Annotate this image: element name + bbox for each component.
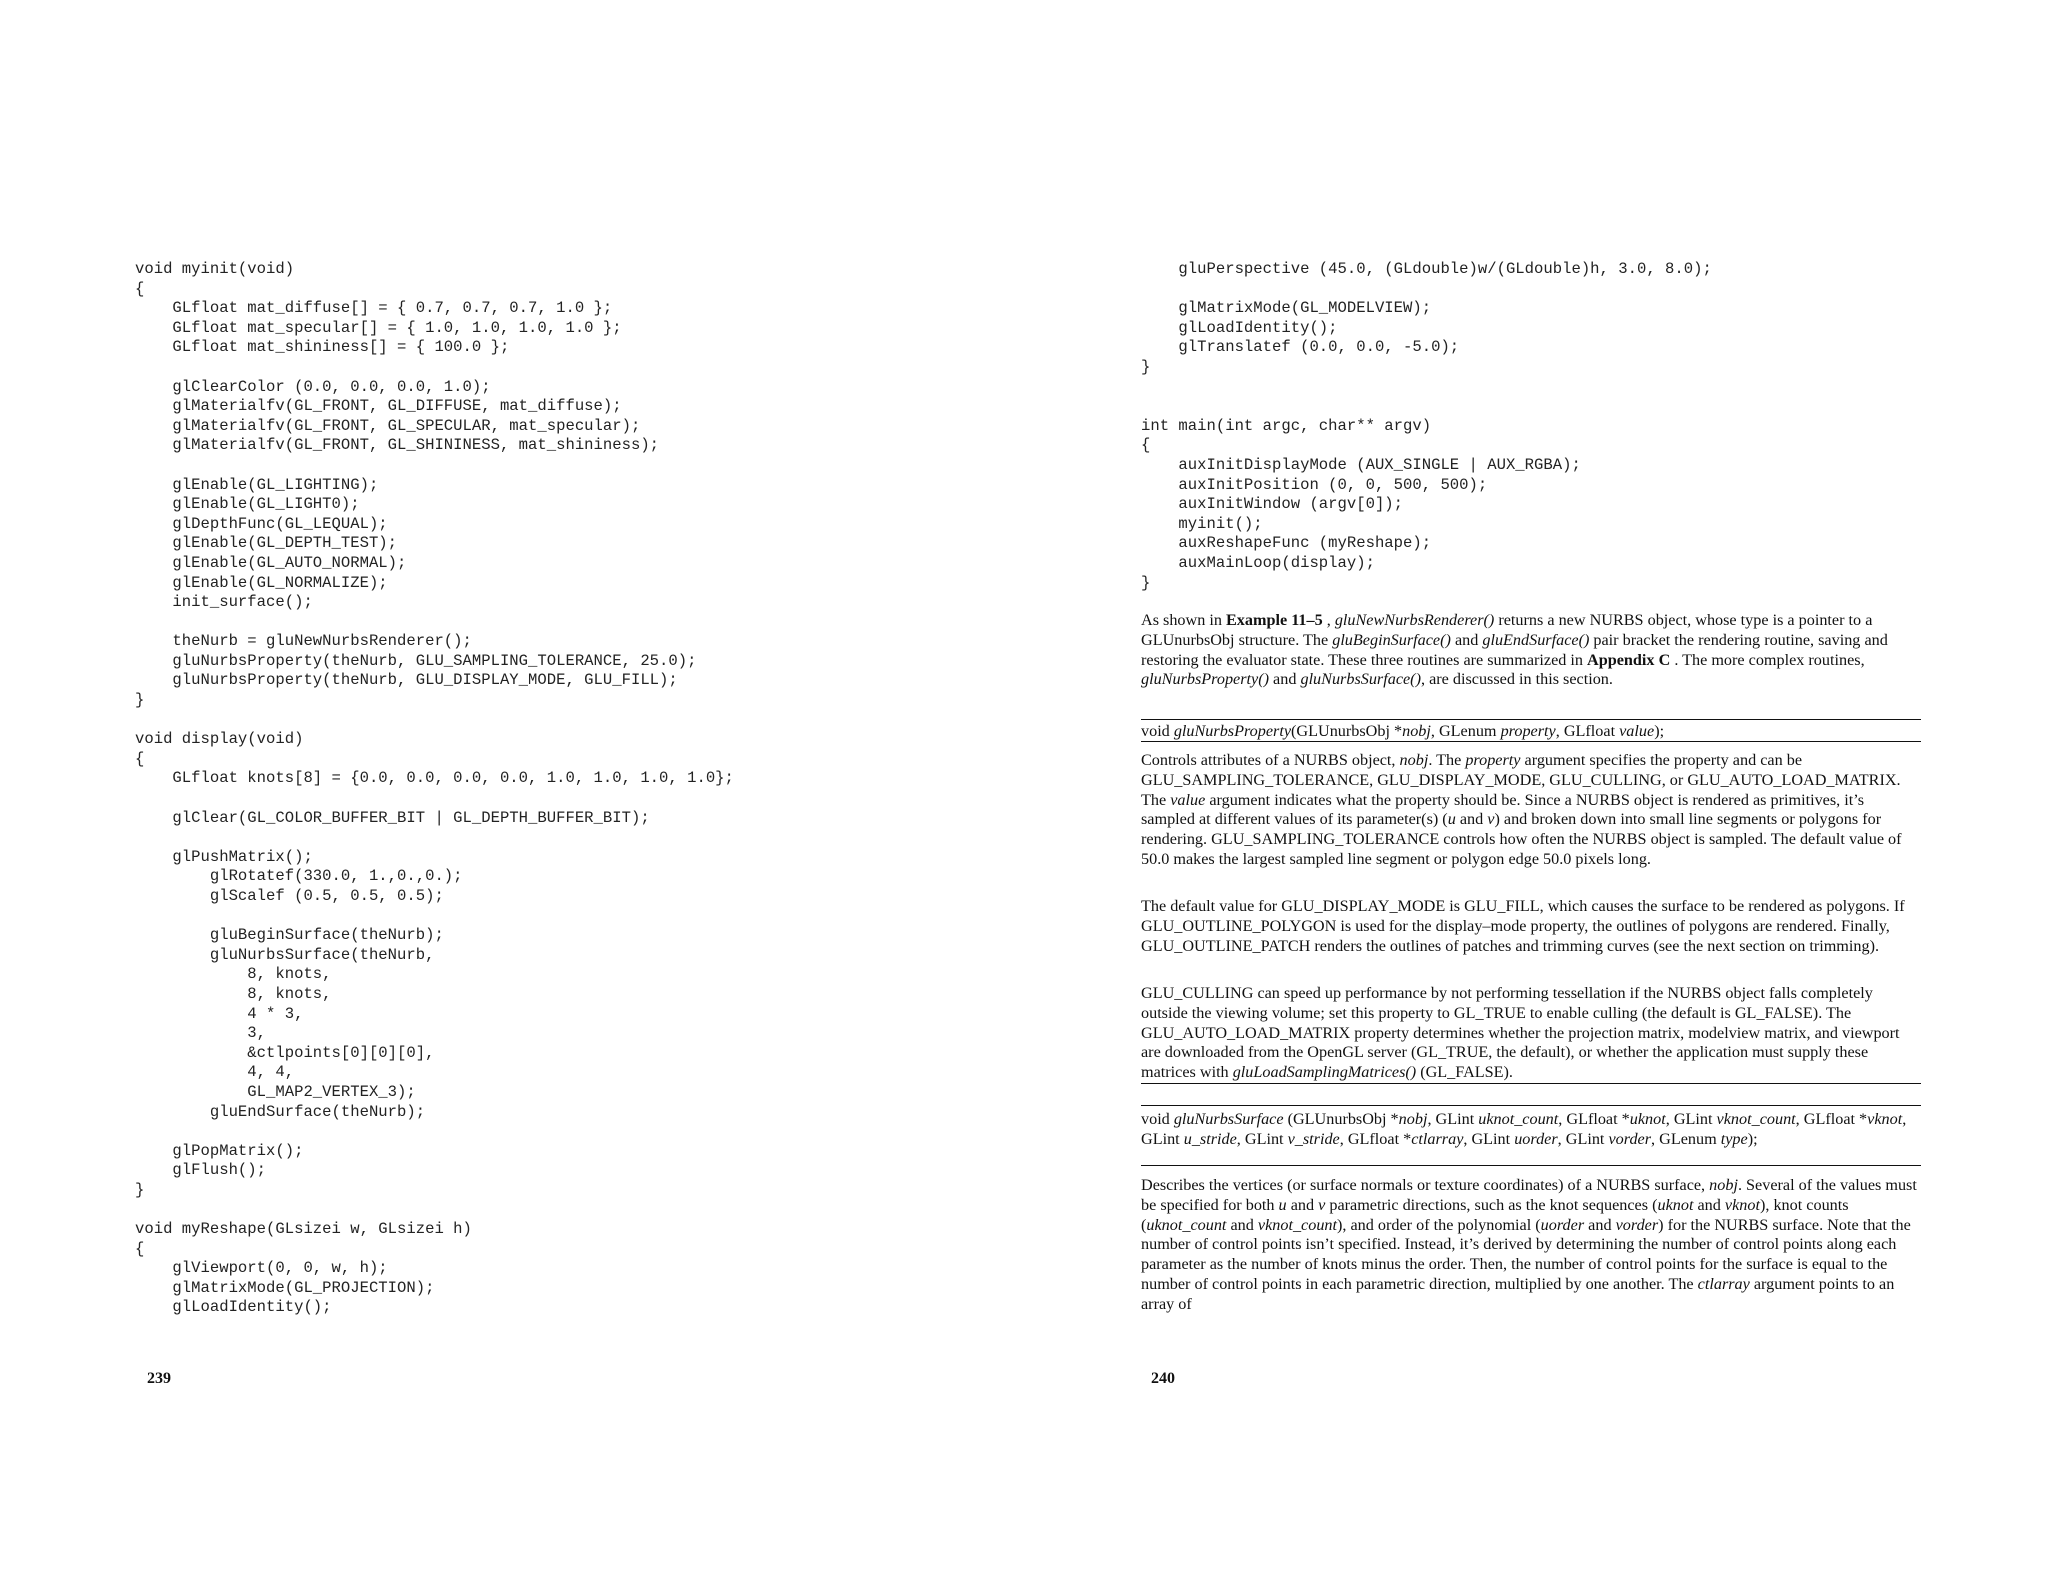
code-line: glEnable(GL_NORMALIZE); (135, 573, 388, 592)
code-line: { (135, 279, 145, 298)
prototype-gluNurbsProperty: void gluNurbsProperty(GLUnurbsObj *nobj, GLenum property, GLfloat value); (1141, 722, 1665, 740)
prototype-rule-bottom (1141, 1165, 1921, 1166)
code-line: glClearColor (0.0, 0.0, 0.0, 1.0); (135, 377, 491, 396)
code-line: glPopMatrix(); (135, 1141, 304, 1160)
code-line: } (1141, 357, 1151, 376)
appendix-reference: Appendix C (1587, 650, 1671, 669)
code-line: } (135, 1180, 145, 1199)
code-line: theNurb = gluNewNurbsRenderer(); (135, 632, 472, 651)
code-line (135, 1201, 1035, 1221)
code-line: GLfloat mat_shininess[] = { 100.0 }; (135, 338, 510, 357)
code-line (135, 456, 1035, 476)
prototype-rule-end (1141, 1083, 1921, 1084)
code-line: 3, (135, 1024, 267, 1043)
code-line: glEnable(GL_LIGHTING); (135, 475, 379, 494)
page-number-right: 240 (1151, 1370, 1175, 1387)
description-paragraph: GLU_CULLING can speed up performance by not performing tessellation if the NURBS object falls completely outside the viewing volume; set this property to GL_TRUE to enable culling (the default is GL_FALSE). The GLU_AUTO_LOAD_MATRIX property determines whether the projection matrix, modelview matrix, and viewport are downloaded from the OpenGL server (GL_TRUE, the default), or whether the application must supply these matrices with gluLoadSamplingMatrices() (GL_FALSE). (1141, 984, 1900, 1082)
code-line (1141, 397, 1941, 417)
prototype-rule-bottom (1141, 741, 1921, 742)
code-line: gluPerspective (45.0, (GLdouble)w/(GLdouble)h, 3.0, 8.0); (1141, 260, 1712, 278)
code-line: 8, knots, (135, 984, 332, 1003)
code-line: GL_MAP2_VERTEX_3); (135, 1082, 416, 1101)
code-line: int main(int argc, char** argv) (1141, 416, 1432, 435)
code-line: glClear(GL_COLOR_BUFFER_BIT | GL_DEPTH_BUFFER_BIT); (135, 808, 650, 827)
code-line: GLfloat knots[8] = {0.0, 0.0, 0.0, 0.0, 1.0, 1.0, 1.0, 1.0}; (135, 769, 734, 788)
code-line (135, 711, 1035, 731)
description-paragraph: Describes the vertices (or surface normals or texture coordinates) of a NURBS surface, nobj. Several of the values must be specified for both u and v parametric directions, such as the knot sequences (uknot and vknot), knot counts (uknot_count and vknot_count), and order of the polynomial (uorder and vorder) for the NURBS surface. Note that the number of control points isn’t specified. Instead, it’s derived by determining the number of control points along each parameter as the number of knots minus the order. Then, the number of control points for the surface is equal to the number of control points in each parametric direction, multiplied by one another. The ctlarray argument points to an array of (1141, 1176, 1917, 1313)
code-line: auxInitDisplayMode (AUX_SINGLE | AUX_RGBA); (1141, 455, 1581, 474)
code-line: glEnable(GL_AUTO_NORMAL); (135, 553, 407, 572)
code-line (135, 907, 1035, 927)
code-line: glViewport(0, 0, w, h); (135, 1259, 388, 1278)
function-name: gluBeginSurface() (1332, 630, 1451, 649)
function-name: gluNewNurbsRenderer() (1334, 611, 1495, 629)
code-line: auxReshapeFunc (myReshape); (1141, 534, 1432, 553)
description-paragraph: The default value for GLU_DISPLAY_MODE is GLU_FILL, which causes the surface to be rendered as polygons. If GLU_OUTLINE_POLYGON is used for the display–mode property, the outlines of polygons are rendered. Finally, GLU_OUTLINE_PATCH renders the outlines of patches and trimming curves (see the next section on trimming). (1141, 897, 1905, 955)
code-line (135, 358, 1035, 378)
code-line: &ctlpoints[0][0][0], (135, 1043, 435, 1062)
code-line: glEnable(GL_DEPTH_TEST); (135, 534, 398, 553)
left-code-listing (135, 260, 1035, 1318)
code-line: myinit(); (1141, 514, 1263, 533)
code-line: init_surface(); (135, 593, 313, 612)
code-line: void myReshape(GLsizei w, GLsizei h) (135, 1220, 472, 1239)
function-name: gluNurbsProperty() (1141, 670, 1269, 689)
example-reference: Example 11–5 (1226, 611, 1323, 629)
code-line: { (1141, 436, 1151, 455)
code-line: glPushMatrix(); (135, 847, 313, 866)
code-line: glMaterialfv(GL_FRONT, GL_SPECULAR, mat_specular); (135, 416, 641, 435)
code-line: gluBeginSurface(theNurb); (135, 926, 444, 945)
code-line (1141, 280, 1941, 300)
code-line: 4 * 3, (135, 1004, 304, 1023)
description-paragraph: Controls attributes of a NURBS object, nobj. The property argument specifies the property and can be GLU_SAMPLING_TOLERANCE, GLU_DISPLAY_MODE, GLU_CULLING, or GLU_AUTO_LOAD_MATRIX. The value argument indicates what the property should be. Since a NURBS object is rendered as primitives, it’s sampled at different values of its parameter(s) (u and v) and broken down into small line segments or polygons for rendering. GLU_SAMPLING_TOLERANCE controls how often the NURBS object is sampled. The default value of 50.0 makes the largest sampled line segment or polygon edge 50.0 pixels long. (1141, 751, 1902, 868)
code-line (135, 613, 1035, 633)
code-line: GLfloat mat_diffuse[] = { 0.7, 0.7, 0.7, 1.0 }; (135, 299, 613, 318)
code-line: auxInitWindow (argv[0]); (1141, 495, 1404, 514)
code-line: gluNurbsSurface(theNurb, (135, 945, 435, 964)
code-line (135, 828, 1035, 848)
code-line: glDepthFunc(GL_LEQUAL); (135, 514, 388, 533)
code-line: void myinit(void) (135, 260, 295, 278)
code-line: glLoadIdentity(); (135, 1298, 332, 1317)
code-line: glMaterialfv(GL_FRONT, GL_DIFFUSE, mat_diffuse); (135, 397, 622, 416)
code-line: } (1141, 573, 1151, 592)
code-line: glMatrixMode(GL_PROJECTION); (135, 1278, 435, 1297)
code-line: 8, knots, (135, 965, 332, 984)
prototype-gluNurbsSurface: void gluNurbsSurface (GLUnurbsObj *nobj, GLint uknot_count, GLfloat *uknot, GLint vknot_count, GLfloat *vknot, GLint u_stride, GLint v_stride, GLfloat *ctlarray, GLint uorder, GLint vorder, GLenum type); (1141, 1110, 1907, 1148)
code-line: GLfloat mat_specular[] = { 1.0, 1.0, 1.0, 1.0 }; (135, 318, 622, 337)
right-code-listing (1141, 260, 1941, 593)
page-number-left: 239 (147, 1370, 171, 1387)
code-line: glMaterialfv(GL_FRONT, GL_SHININESS, mat_shininess); (135, 436, 660, 455)
code-line: } (135, 691, 145, 710)
code-line: { (135, 749, 145, 768)
code-line (135, 789, 1035, 809)
code-line: glRotatef(330.0, 1.,0.,0.); (135, 867, 463, 886)
code-line: gluEndSurface(theNurb); (135, 1102, 426, 1121)
code-line: gluNurbsProperty(theNurb, GLU_DISPLAY_MODE, GLU_FILL); (135, 671, 678, 690)
code-line: glEnable(GL_LIGHT0); (135, 495, 360, 514)
prototype-rule-top (1141, 719, 1921, 720)
code-line: auxMainLoop(display); (1141, 553, 1375, 572)
function-name: gluNurbsSurface() (1300, 670, 1421, 689)
intro-paragraph: As shown in Example 11–5 , gluNewNurbsRenderer() returns a new NURBS object, whose type is a pointer to a GLUnurbsObj structure. The gluBeginSurface() and gluEndSurface() pair bracket the rendering routine, saving and restoring the evaluator state. These three routines are summarized in Appendix C . The more complex routines, gluNurbsProperty() and gluNurbsSurface(), are discussed in this section. (1141, 611, 1888, 689)
code-line: gluNurbsProperty(theNurb, GLU_SAMPLING_TOLERANCE, 25.0); (135, 651, 697, 670)
code-line (1141, 378, 1941, 398)
function-name: gluEndSurface() (1482, 630, 1590, 649)
code-line: glFlush(); (135, 1161, 267, 1180)
code-line: glLoadIdentity(); (1141, 318, 1338, 337)
code-line: glMatrixMode(GL_MODELVIEW); (1141, 299, 1432, 318)
prototype-rule-top (1141, 1105, 1921, 1106)
code-line (135, 1122, 1035, 1142)
code-line: glTranslatef (0.0, 0.0, -5.0); (1141, 338, 1460, 357)
code-line: glScalef (0.5, 0.5, 0.5); (135, 887, 444, 905)
code-line: void display(void) (135, 730, 304, 749)
code-line: auxInitPosition (0, 0, 500, 500); (1141, 475, 1488, 494)
code-line: { (135, 1239, 145, 1258)
code-line: 4, 4, (135, 1063, 295, 1082)
